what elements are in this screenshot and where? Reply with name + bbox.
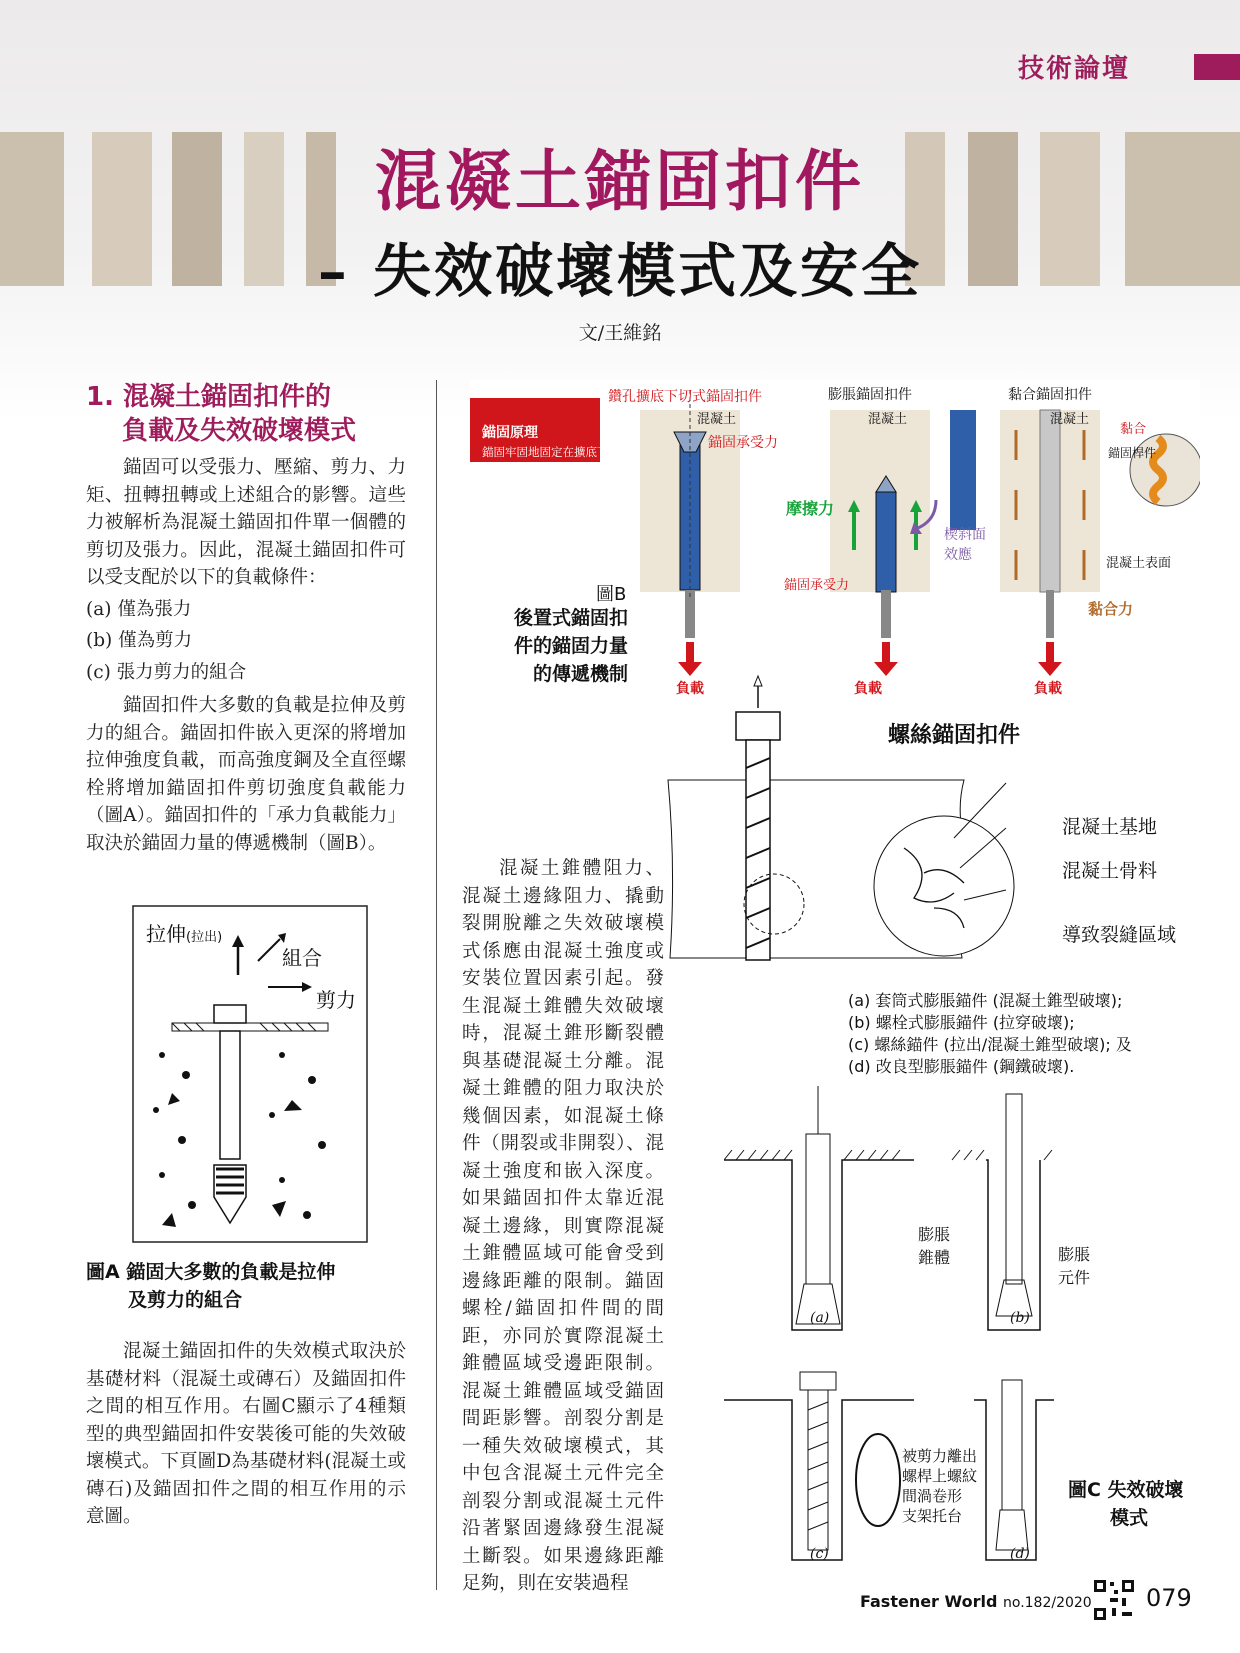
section1-text-2 xyxy=(86,1338,406,1531)
subfigure-c-label: (c) xyxy=(810,1546,829,1562)
subfigure-a-label: (a) xyxy=(810,1310,830,1326)
fig-b-title-expansion: 膨脹錨固扣件 xyxy=(828,387,912,403)
list-item: (d) 改良型膨脹錨件 (鋼鐵破壞). xyxy=(848,1057,1075,1076)
author-line: 文/王維銘 xyxy=(578,322,662,344)
load-label: 負載 xyxy=(854,681,882,697)
section-tag-bar xyxy=(1194,54,1240,80)
wedge-label: 楔斜面 效應 xyxy=(944,527,986,563)
concrete-surface-label: 混凝土表面 xyxy=(1106,556,1172,571)
section-tag: 技術論壇 xyxy=(1017,54,1130,84)
principle-box-text: 切孔上。（機械互鎖） xyxy=(482,463,592,477)
paragraph: 錨固扣件大多數的負載是拉伸及剪力的組合。錨固扣件嵌入更深的將增加拉伸強度負載，而高強度鋼及全直徑螺栓將增加錨固扣件剪切強度負載能力（圖A）。錨固扣件的「承力負載能力」取決於錨固力量的傳遞機制（圖B）。 xyxy=(86,695,406,854)
list-item: (a) 僅為張力 xyxy=(86,598,192,620)
caption-line: 及剪力的組合 xyxy=(128,1289,243,1311)
figure-a-diagram xyxy=(132,905,368,1243)
fig-a-combined-label: 組合 xyxy=(282,946,322,970)
page-number: 079 xyxy=(1146,1584,1192,1612)
shear-thread-label: 被剪力離出 螺桿上螺紋 間渦卷形 支架托台 xyxy=(902,1447,978,1525)
subfigure-d-label: (d) xyxy=(1010,1546,1030,1562)
list-item: (c) 螺絲錨件 (拉出/混凝土錐型破壞); 及 xyxy=(848,1035,1132,1054)
list-item: (b) 僅為剪力 xyxy=(86,630,193,651)
crack-zone-label: 導致裂縫區域 xyxy=(1062,924,1177,946)
figure-a-caption xyxy=(86,1258,335,1314)
expansion-element-label: 膨脹 元件 xyxy=(1058,1245,1091,1287)
rod-label: 錨固桿件 xyxy=(1108,446,1157,460)
load-label: 負載 xyxy=(676,681,704,697)
bond-label: 黏合 xyxy=(1120,422,1147,437)
friction-label: 摩擦力 xyxy=(786,499,835,518)
fig-b-title-bonded: 黏合錨固扣件 xyxy=(1008,387,1092,403)
load-label: 負載 xyxy=(1034,681,1062,697)
section-heading-line2: 負載及失效破壞模式 xyxy=(122,416,357,446)
bearing-force-label-2: 錨固承受力 xyxy=(784,578,850,593)
qr-code-icon[interactable] xyxy=(1092,1578,1136,1622)
figure-b-caption: 後置式錨固扣 件的錨固力量 的傳遞機制 xyxy=(513,607,628,685)
bearing-force-label: 錨固承受力 xyxy=(708,435,778,451)
caption-line: 圖A 錨固大多數的負載是拉伸 xyxy=(86,1261,336,1283)
section-heading-line1: 1. 混凝土錨固扣件的 xyxy=(86,382,332,412)
page-subtitle: – 失效破壞模式及安全 xyxy=(317,237,923,305)
middle-column-text xyxy=(462,855,664,1598)
fig-b-title-undercut: 鑽孔擴底下切式錨固扣件 xyxy=(608,389,762,405)
paragraph: 混凝土錐體阻力、混凝土邊緣阻力、撬動裂開脫離之失效破壞模式係應由混凝土強度或安裝位置因素引起。發生混凝土錐體失效破壞時，混凝土錐形斷裂體與基礎混凝土分離。混凝土錐體的阻力取決於幾個因素，如混凝土條件（開裂或非開裂）、混凝土強度和嵌入深度。如果錨固扣件太靠近混凝土邊緣，則實際混凝土錐體區域可能會受到邊緣距離的限制。錨固螺栓/錨固扣件間的間距，亦同於實際混凝土錐體區域受邊距限制。混凝土錐體區域受錨固間距影響。剖裂分割是一種失效破壞模式，其中包含混凝土元件完全剖裂分割或混凝土元件沿著緊固邊緣發生混凝土斷裂。如果邊緣距離足夠，則在安裝過程 xyxy=(462,858,664,1594)
section-heading xyxy=(86,380,356,448)
concrete-label: 混凝土 xyxy=(697,412,737,427)
page-title: 混凝土錨固扣件 xyxy=(375,142,865,220)
figure-b-number: 圖B xyxy=(596,584,627,605)
section1-text xyxy=(86,454,406,857)
list-item: (c) 張力剪力的組合 xyxy=(86,661,247,683)
fig-a-shear-label: 剪力 xyxy=(316,988,356,1012)
concrete-aggregate-label: 混凝土骨料 xyxy=(1062,860,1158,882)
figure-c-caption: 圖C 失效破壞 模式 xyxy=(1068,1479,1184,1529)
concrete-label: 混凝土 xyxy=(1050,412,1090,427)
expansion-cone-label: 膨脹 錐體 xyxy=(918,1225,951,1267)
screw-anchor-title: 螺絲錨固扣件 xyxy=(888,723,1021,748)
list-item: (a) 套筒式膨脹錨件 (混凝土錐型破壞); xyxy=(848,991,1123,1010)
list-item: (b) 螺栓式膨脹錨件 (拉穿破壞); xyxy=(848,1013,1075,1032)
principle-box-title: 錨固原理 xyxy=(482,425,538,441)
concrete-label: 混凝土 xyxy=(868,412,908,427)
footer-magazine: Fastener World no.182/2020 xyxy=(860,1592,1092,1611)
bond-force-label: 黏合力 xyxy=(1088,600,1134,618)
paragraph: 混凝土錨固扣件的失效模式取決於基礎材料（混凝土或磚石）及錨固扣件之間的相互作用。右圖C顯示了4種類型的典型錨固扣件安裝後可能的失效破壞模式。下頁圖D為基礎材料(混凝土或磚石)及錨固扣件之間的相互作用的示意圖。 xyxy=(86,1341,406,1527)
principle-box-text: 錨固牢固地固定在擴底下 xyxy=(482,445,609,459)
fig-a-tension-label: 拉伸(拉出) xyxy=(146,922,223,946)
column-divider xyxy=(436,380,437,1590)
subfigure-b-label: (b) xyxy=(1010,1310,1030,1326)
failure-modes-list xyxy=(848,990,1132,1078)
concrete-base-label: 混凝土基地 xyxy=(1062,816,1158,838)
paragraph: 錨固可以受張力、壓縮、剪力、力矩、扭轉扭轉或上述組合的影響。這些力被解析為混凝土錨固扣件單一個體的剪切及張力。因此，混凝土錨固扣件可以受支配於以下的負載條件： xyxy=(86,457,406,588)
